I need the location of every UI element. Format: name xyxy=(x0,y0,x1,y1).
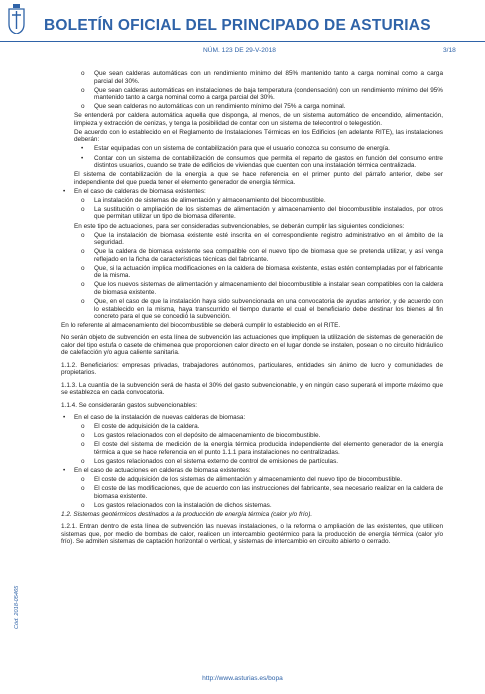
list-item xyxy=(61,485,443,500)
paragraph-text: 1.1.2. Beneficiarios: empresas privadas, trabajadores autónomos, particulares, entidades sin ánimo de lucro y comunidades de propietarios. xyxy=(61,361,443,377)
circle-marker: o xyxy=(81,457,85,465)
paragraph-text: Se entenderá por caldera automática aquella que disponga, al menos, de un sistema automático de encendido, alimentación, limpieza y extracción de cenizas, y tenga la posibilidad de contar con un sistema de telecontrol o telegestión. xyxy=(74,112,443,127)
paragraph-text: En el caso de calderas de biomasa existentes: xyxy=(74,187,206,195)
list-item xyxy=(61,502,443,510)
spacer xyxy=(61,547,443,550)
paragraph xyxy=(61,511,443,519)
paragraph xyxy=(61,322,443,330)
list-item xyxy=(61,70,443,85)
circle-marker: o xyxy=(81,476,85,484)
bullet-marker: • xyxy=(63,414,66,422)
page-number: 3/18 xyxy=(443,47,456,54)
paragraph-text: Los gastos relacionados con el depósito de almacenamiento de biocombustible. xyxy=(94,432,321,440)
bullet-marker: • xyxy=(63,187,66,195)
header-rule xyxy=(0,41,485,42)
paragraph-text: En el caso de actuaciones en calderas de biomasa existentes: xyxy=(74,467,251,475)
paragraph xyxy=(61,362,443,377)
paragraph xyxy=(61,402,443,410)
circle-marker: o xyxy=(81,205,85,213)
paragraph xyxy=(61,523,443,546)
paragraph-text: Los gastos relacionados con el sistema externo de control de emisiones de partículas. xyxy=(94,457,339,465)
list-item xyxy=(61,103,443,111)
paragraph-text: 1.1.4. Se considerarán gastos subvencionables: xyxy=(61,401,198,409)
list-item xyxy=(61,458,443,466)
paragraph-text: No serán objeto de subvención en esta línea de subvención las actuaciones que impliquen la utilización de sistemas de generación de calor del tipo estufa o casete de chimenea que proporcionen calor directo en el lugar donde se instalen, posean o no circuito hidráulico de calefacción y/o agua caliente sanitaria. xyxy=(61,334,443,357)
paragraph-text: Que la caldera de biomasa existente sea compatible con el nuevo tipo de biomasa que se pretenda utilizar, y así venga reflejado en la ficha de características técnicas del fabricante. xyxy=(94,248,443,263)
bopa-link[interactable]: http://www.asturias.es/bopa xyxy=(202,675,283,682)
circle-marker: o xyxy=(81,298,85,305)
paragraph xyxy=(61,334,443,357)
list-item xyxy=(61,281,443,296)
bullet-marker: • xyxy=(81,154,84,162)
paragraph-text: El coste de adquisición de los sistemas de alimentación y almacenamiento del nuevo tipo de biocombustible. xyxy=(94,476,402,484)
list-item xyxy=(61,206,443,221)
paragraph-text: Que la instalación de biomasa existente esté inscrita en el correspondiente registro administrativo en el ámbito de la seguridad. xyxy=(94,231,443,247)
paragraph-text: El sistema de contabilización de la energía a que se hace referencia en el primer punto del párrafo anterior, debe ser independiente del que pueda tener el elemento generador de energía térmica. xyxy=(74,171,443,186)
list-item xyxy=(61,432,443,440)
paragraph xyxy=(61,129,443,144)
list-item xyxy=(61,467,443,475)
paragraph-text: El coste de las modificaciones, que de acuerdo con las instrucciones del fabricante, sea necesario realizar en la caldera de biomasa existente. xyxy=(94,485,443,500)
list-item xyxy=(61,423,443,431)
paragraph xyxy=(61,382,443,397)
paragraph-text: Que los nuevos sistemas de alimentación y almacenamiento del biocombustible a instalar sean compatibles con la caldera de biomasa existente. xyxy=(94,281,443,296)
paragraph-text: La instalación de sistemas de alimentación y almacenamiento del biocombustible. xyxy=(94,196,326,204)
bullet-marker: • xyxy=(81,145,84,153)
paragraph-text: En lo referente al almacenamiento del biocombustible se deberá cumplir lo establecido en el RITE. xyxy=(61,322,341,330)
list-item xyxy=(61,265,443,280)
list-item xyxy=(61,197,443,205)
document-code: Cód. 2018-05465 xyxy=(14,585,20,629)
list-item xyxy=(61,476,443,484)
paragraph-text: De acuerdo con lo establecido en el Reglamento de Instalaciones Térmicas en los Edificios (en adelante RITE), las instalaciones deberán: xyxy=(74,128,443,144)
bulletin-title: BOLETÍN OFICIAL DEL PRINCIPADO DE ASTURIAS xyxy=(44,17,431,34)
paragraph xyxy=(61,112,443,127)
paragraph-text: En el caso de la instalación de nuevas calderas de biomasa: xyxy=(74,414,246,422)
paragraph-text: En este tipo de actuaciones, para ser consideradas subvencionables, se deberán cumplir las siguientes condiciones: xyxy=(74,222,405,230)
paragraph-text: Estar equipadas con un sistema de contabilización para que el usuario conozca su consumo de energía. xyxy=(94,145,390,153)
paragraph-text: Que sean calderas automáticas con un rendimiento mínimo del 85% mantenido tanto a carga nominal como a carga parcial del 30%. xyxy=(94,70,443,85)
circle-marker: o xyxy=(81,432,85,440)
list-item xyxy=(61,87,443,102)
document-body xyxy=(61,70,443,551)
circle-marker: o xyxy=(81,264,85,272)
list-item xyxy=(61,188,443,196)
list-item xyxy=(61,441,443,456)
circle-marker: o xyxy=(81,103,85,111)
circle-marker: o xyxy=(81,485,85,493)
circle-marker: o xyxy=(81,441,85,449)
paragraph-text: La sustitución o ampliación de los sistemas de alimentación y almacenamiento del biocombustible instalados, por otros que permitan utilizar un tipo de biomasa diferente. xyxy=(94,205,443,221)
list-item xyxy=(61,155,443,170)
circle-marker: o xyxy=(81,423,85,431)
paragraph-text: Que sean calderas automáticas en instalaciones de baja temperatura (condensación) con un rendimiento mínimo del 95% mantenido tanto a carga nominal como a carga parcial del 30%. xyxy=(94,86,443,102)
paragraph-text: Que sean calderas no automáticas con un rendimiento mínimo del 75% a carga nominal. xyxy=(94,103,346,111)
circle-marker: o xyxy=(81,248,85,256)
paragraph-text: 1.2.1. Entran dentro de esta línea de subvención las nuevas instalaciones, o la reforma o ampliación de las existentes, que utilicen sistemas que, por medio de bombas de calor, realicen un intercambio geotérmico para la producción de energía térmica (calor y/o frío). Se admiten sistemas de captación horizontal o vertical, y sistemas de intercambio en circuito abierto o cerrado. xyxy=(61,523,443,546)
paragraph-text: Contar con un sistema de contabilización de consumos que permita el reparto de gastos en función del consumo entre distintos usuarios, cuando se trate de edificios de viviendas que cuenten con una instalación térmica centralizada. xyxy=(94,154,443,170)
paragraph-text: Los gastos relacionados con la instalación de dichos sistemas. xyxy=(94,501,272,509)
list-item xyxy=(61,145,443,153)
coat-of-arms-icon xyxy=(8,4,25,34)
list-item xyxy=(61,232,443,247)
circle-marker: o xyxy=(81,501,85,509)
circle-marker: o xyxy=(81,281,85,289)
bullet-marker: • xyxy=(63,467,66,475)
paragraph xyxy=(61,171,443,186)
paragraph-text: 1.2. Sistemas geotérmicos destinados a la producción de energía térmica (calor y/o frío). xyxy=(61,510,313,518)
paragraph xyxy=(61,223,443,231)
list-item xyxy=(61,298,443,321)
paragraph-text: Que, en el caso de que la instalación haya sido subvencionada en una convocatoria de ayudas anterior, y de acuerdo con lo establecido en la misma, haya transcurrido el tiempo durante el cual el beneficiario debe destinar los bienes al fin concreto para el que se concedió la subvención. xyxy=(94,298,443,320)
paragraph-text: 1.1.3. La cuantía de la subvención será de hasta el 30% del gasto subvencionable, y en ningún caso superará el importe máximo que se establezca en cada convocatoria. xyxy=(61,381,443,397)
circle-marker: o xyxy=(81,196,85,204)
list-item xyxy=(61,414,443,422)
list-item xyxy=(61,248,443,263)
circle-marker: o xyxy=(81,70,85,77)
issue-number: NÚM. 123 DE 29-V-2018 xyxy=(203,47,276,54)
circle-marker: o xyxy=(81,86,85,94)
paragraph-text: Que, si la actuación implica modificaciones en la caldera de biomasa existente, estas estén contempladas por el fabricante de la misma. xyxy=(94,264,443,280)
paragraph-text: El coste del sistema de medición de la energía térmica producida independiente del elemento generador de la energía térmica a que se hace referencia en el punto 1.1.1 para instalaciones no centralizadas. xyxy=(94,441,443,456)
circle-marker: o xyxy=(81,231,85,239)
paragraph-text: El coste de adquisición de la caldera. xyxy=(94,423,200,431)
